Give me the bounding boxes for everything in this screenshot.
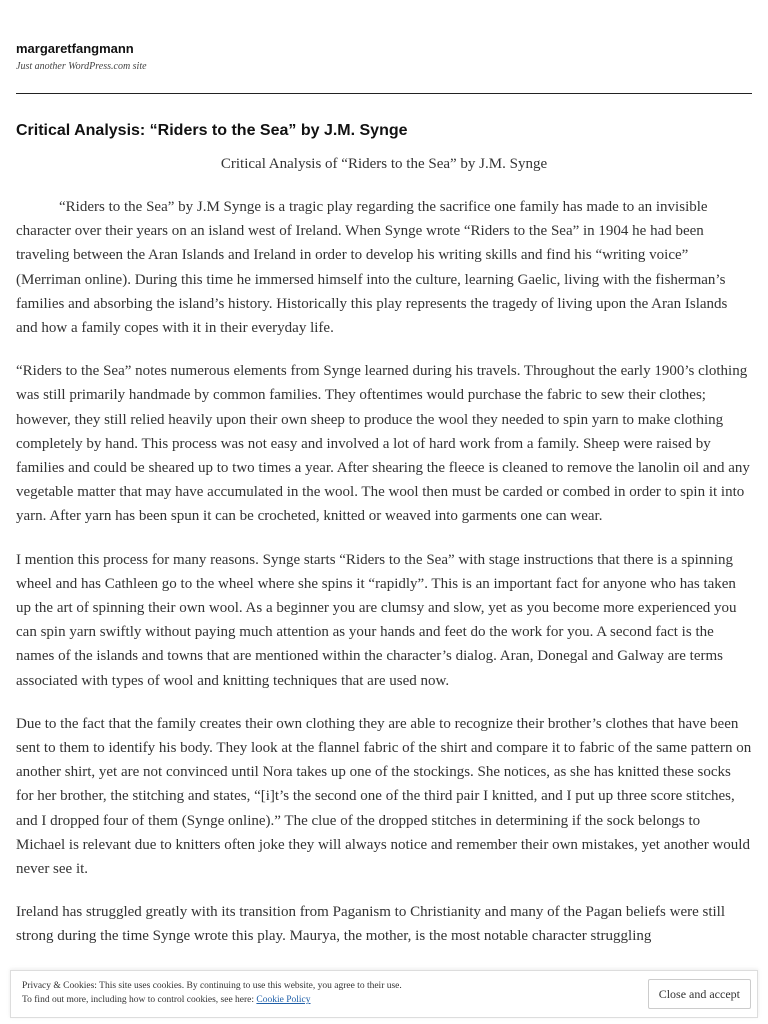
site-tagline: Just another WordPress.com site (16, 61, 147, 72)
post-article (16, 112, 752, 968)
post-paragraph-4: Due to the fact that the family creates their own clothing they are able to recognize their brother’s clothes that have been sent to them to identify his body. They look at the flannel fabric of the shirt and compare it to fabric of the same pattern on another shirt, yet are not convinced until Nora takes up one of the stockings. She notices, as she has knitted these socks for her brother, the stitching and states, “[i]t’s the second one of the third pair I knitted, and I put up three score stitches, and I dropped four of them (Synge online).” The clue of the dropped stitches in determining if the sock belongs to Michael is relevant due to knitters often joke they will always notice and remember their own mistakes, yet another would never see it. (16, 715, 752, 878)
post-title[interactable]: Critical Analysis: “Riders to the Sea” by J.M. Synge (16, 122, 408, 139)
post-paragraph-1: “Riders to the Sea” by J.M Synge is a tragic play regarding the sacrifice one family has made to an invisible character over their years on an island west of Ireland. When Synge wrote “Riders to the Sea” in 1904 he had been traveling between the Aran Islands and Ireland in order to develop his writing skills and find his “writing voice” (Merriman online). During this time he immersed himself into the culture, learning Gaelic, living with the fisherman’s families and absorbing the island’s history. Historically this play represents the tragedy of living upon the Aran Islands and how a family copes with it in their everyday life. (16, 199, 728, 337)
close-and-accept-button[interactable]: Close and accept (648, 979, 751, 1009)
post-body (16, 195, 752, 949)
cookie-notice-text (22, 979, 402, 1007)
cookie-notice-line-2-text: To find out more, including how to control cookies, see here: (22, 995, 257, 1005)
post-paragraph-2: “Riders to the Sea” notes numerous elements from Synge learned during his travels. Throughout the early 1900’s clothing was still primarily handmade by common families. They oftentimes would purchase the fabric to sew their clothes; however, they still relied heavily upon their own sheep to produce the wool they needed to spin yarn to make clothing completely by hand. This process was not easy and involved a lot of hard work from a family. Sheep were raised by families and could be sheared up to two times a year. After shearing the fleece is cleaned to remove the lanolin oil and any vegetable matter that may have accumulated in the wool. The wool then must be carded or combed in order to spin it into yarn. After yarn has been spun it can be crocheted, knitted or weaved into garments one can wear. (16, 363, 750, 525)
post-paragraph-5: Ireland has struggled greatly with its transition from Paganism to Christianity and many of the Pagan beliefs were still strong during the time Synge wrote this play. Maurya, the mother, is the most notable character struggling (16, 904, 726, 945)
cookie-notice-line-1: Privacy & Cookies: This site uses cookies. By continuing to use this website, you agree to their use. (22, 981, 402, 991)
site-title-link[interactable]: margaretfangmann (16, 41, 134, 56)
site-header (16, 38, 752, 74)
header-divider (16, 93, 752, 94)
cookie-notice-line-2 (22, 993, 402, 1007)
cookie-banner (10, 970, 758, 1018)
cookie-policy-link[interactable]: Cookie Policy (256, 995, 311, 1005)
post-paragraph-3: I mention this process for many reasons. Synge starts “Riders to the Sea” with stage instructions that there is a spinning wheel and has Cathleen go to the wheel where she spins it “rapidly”. This is an important fact for anyone who has taken up the art of spinning their own wool. As a beginner you are clumsy and slow, yet as you become more experienced you can spin yarn swiftly without paying much attention as your hands and feet do the work for you. A second fact is the names of the islands and towns that are mentioned within the character’s dialog. Aran, Donegal and Galway are terms associated with types of wool and knitting techniques that are used now. (16, 551, 737, 689)
post-subtitle: Critical Analysis of “Riders to the Sea” by J.M. Synge (220, 156, 548, 172)
